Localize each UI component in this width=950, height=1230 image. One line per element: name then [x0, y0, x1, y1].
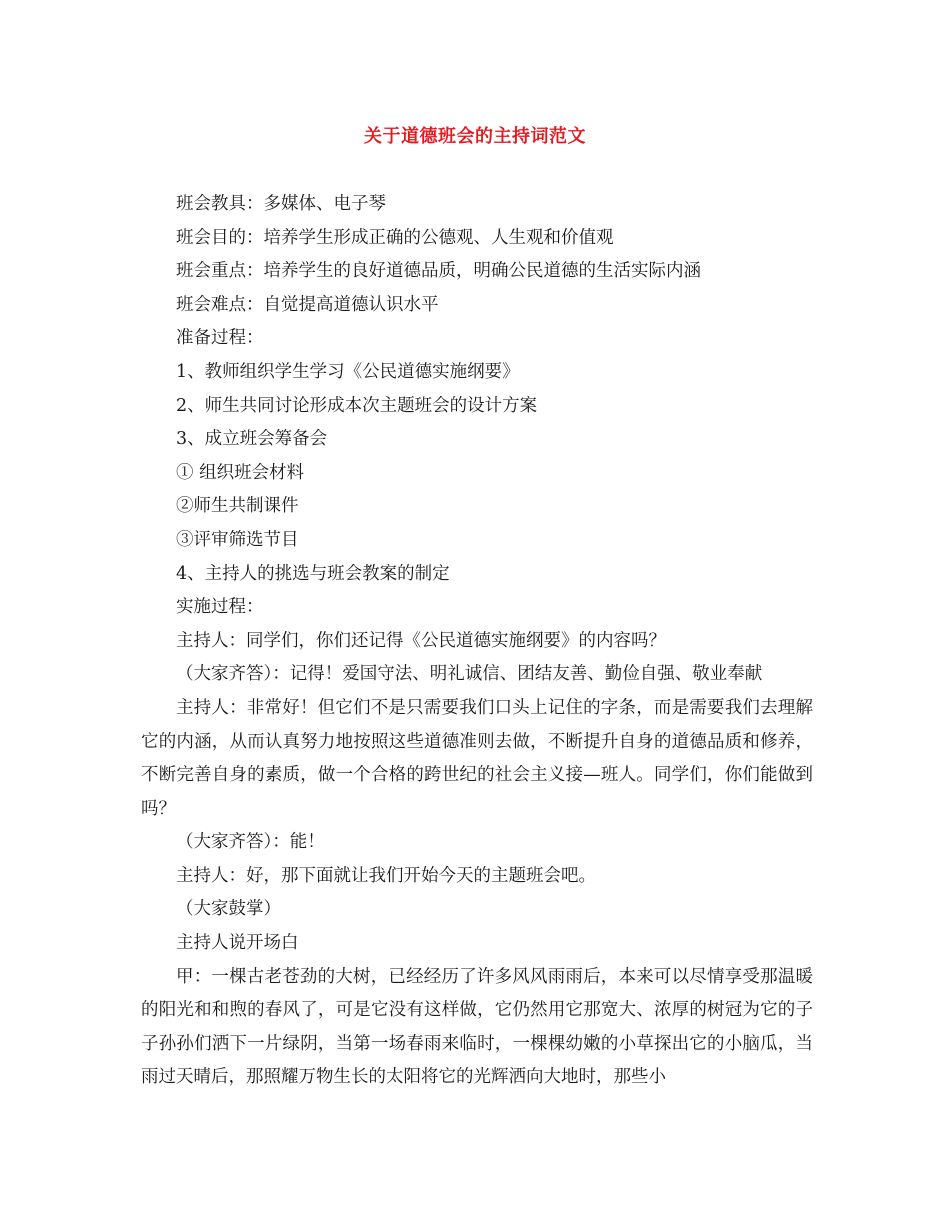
list-item-prep-4: 4、主持人的挑选与班会教案的制定 — [176, 563, 450, 584]
dialogue-host-1: 主持人：同学们，你们还记得《公民道德实施纲要》的内容吗？ — [176, 630, 666, 651]
paragraph-goal: 班会目的：培养学生形成正确的公德观、人生观和价值观 — [176, 227, 614, 248]
document-body — [141, 188, 813, 1095]
stage-direction-applause: （大家鼓掌） — [176, 899, 281, 920]
paragraph-teaching-aids: 班会教具：多媒体、电子琴 — [176, 194, 386, 214]
paragraph-implementation-heading: 实施过程： — [176, 597, 264, 618]
paragraph-opening-remarks: 主持人说开场白 — [176, 933, 299, 954]
paragraph-difficulty: 班会难点：自觉提高道德认识水平 — [176, 294, 439, 315]
sub-item-2: ②师生共制课件 — [176, 496, 299, 517]
sub-item-1: ① 组织班会材料 — [176, 462, 305, 483]
paragraph-speaker-a: 甲：一棵古老苍劲的大树，已经经历了许多风风雨雨后，本来可以尽情享受那温暖的阳光和和煦的春风了，可是它没有这样做，它仍然用它那宽大、浓厚的树冠为它的子子孙孙们洒下一片绿阴，当第一场春雨来临时，一棵棵幼嫩的小草探出它的小脑瓜，当雨过天晴后，那照耀万物生长的太阳将它的光辉洒向大地时，那些小 — [141, 966, 813, 1088]
dialogue-all-2: （大家齐答）：能！ — [176, 832, 325, 853]
document-title: 关于道德班会的主持词范文 — [364, 126, 586, 147]
list-item-prep-1: 1、教师组织学生学习《公民道德实施纲要》 — [176, 361, 520, 382]
sub-item-3: ③评审筛选节目 — [176, 529, 299, 550]
list-item-prep-3: 3、成立班会筹备会 — [176, 429, 328, 450]
list-item-prep-2: 2、师生共同讨论形成本次主题班会的设计方案 — [176, 395, 538, 416]
paragraph-key-point: 班会重点：培养学生的良好道德品质，明确公民道德的生活实际内涵 — [176, 261, 701, 282]
paragraph-preparation-heading: 准备过程： — [176, 328, 264, 349]
dialogue-all-1: （大家齐答）：记得！爱国守法、明礼诚信、团结友善、勤俭自强、敬业奉献 — [176, 664, 763, 685]
dialogue-host-3: 主持人：好，那下面就让我们开始今天的主题班会吧。 — [176, 865, 596, 886]
dialogue-host-2: 主持人：非常好！但它们不是只需要我们口头上记住的字条，而是需要我们去理解它的内涵，从而认真努力地按照这些道德准则去做，不断提升自身的道德品质和修养，不断完善自身的素质，做一个合格的跨世纪的社会主义接—班人。同学们，你们能做到吗？ — [141, 697, 813, 819]
